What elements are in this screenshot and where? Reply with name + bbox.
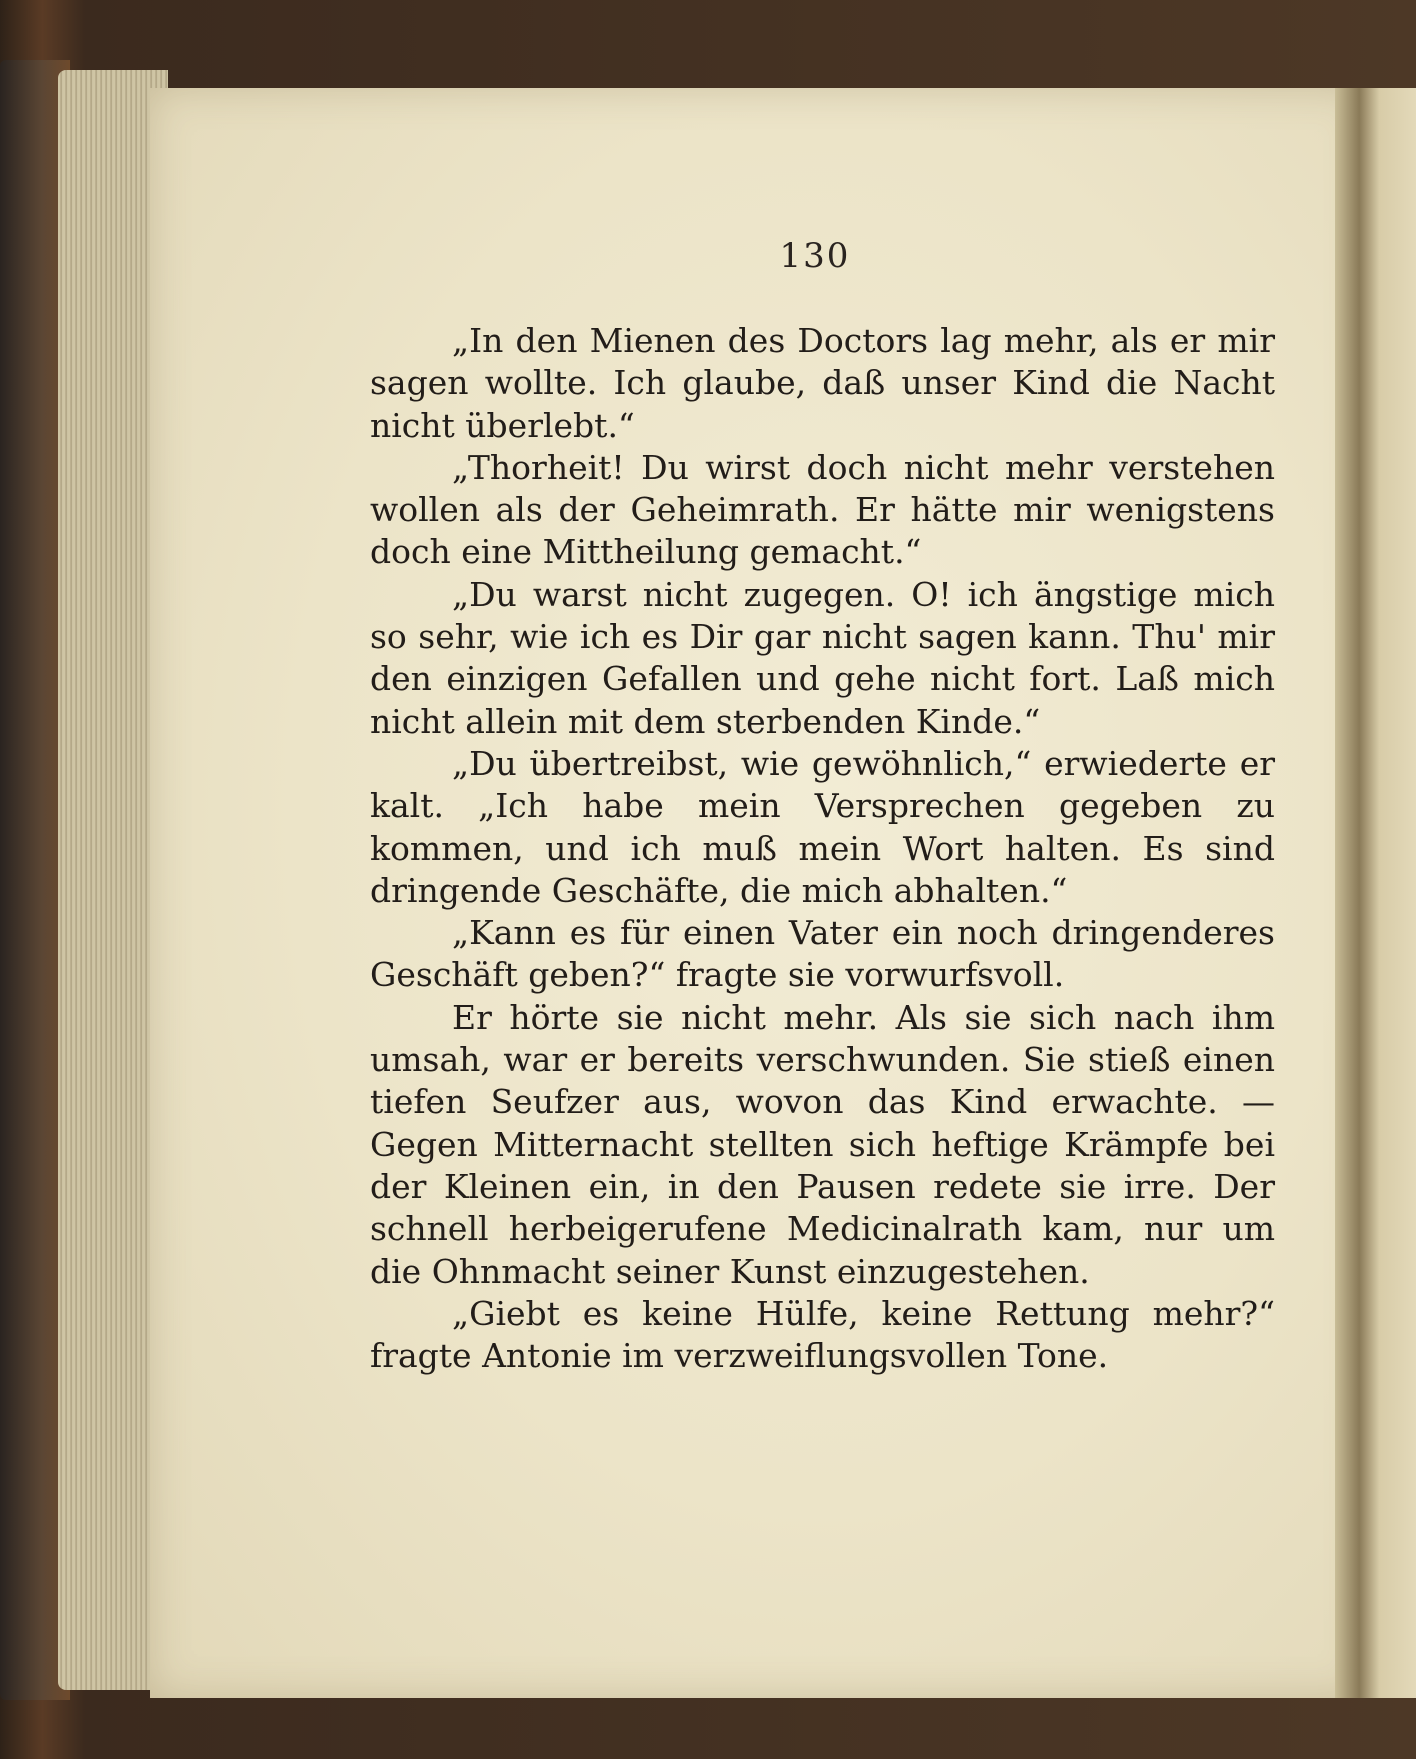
book-gutter — [1335, 88, 1416, 1698]
paragraph: „Giebt es keine Hülfe, keine Rettung mehr?“ fragte Antonie im verzweiflungsvollen Tone. — [370, 1293, 1275, 1376]
page-number: 130 — [779, 236, 851, 276]
paragraph: „In den Mienen des Doctors lag mehr, als er mir sagen wollte. Ich glaube, daß unser Kind die Nacht nicht überlebt.“ — [370, 321, 1275, 445]
paragraph: „Du übertreibst, wie gewöhnlich,“ erwiederte er kalt. „Ich habe mein Versprechen gegeben zu kommen, und ich muß mein Wort halten. Es sind dringende Geschäfte, die mich abhalten.“ — [370, 743, 1275, 910]
paragraph: „Thorheit! Du wirst doch nicht mehr verstehen wollen als der Geheimrath. Er hätte mir wenigstens doch eine Mittheilung gemacht.“ — [370, 447, 1275, 572]
paragraph: „Du warst nicht zugegen. O! ich ängstige mich so sehr, wie ich es Dir gar nicht sagen kann. Thu' mir den einzigen Gefallen und gehe nicht fort. Laß mich nicht allein mit dem sterbenden Kinde.“ — [370, 574, 1275, 741]
paragraph: Er hörte sie nicht mehr. Als sie sich nach ihm umsah, war er bereits verschwunden. Sie stieß einen tiefen Seufzer aus, wovon das Kind erwachte. — Gegen Mitternacht stellten sich heftige Krämpfe bei der Kleinen ein, in den Pausen redete sie irre. Der schnell herbeigerufene Medicinalrath kam, nur um die Ohnmacht seiner Kunst einzugestehen. — [370, 997, 1275, 1291]
paragraph: „Kann es für einen Vater ein noch dringenderes Geschäft geben?“ fragte sie vorwurfsvoll. — [370, 913, 1275, 995]
page-text — [370, 320, 1275, 1377]
